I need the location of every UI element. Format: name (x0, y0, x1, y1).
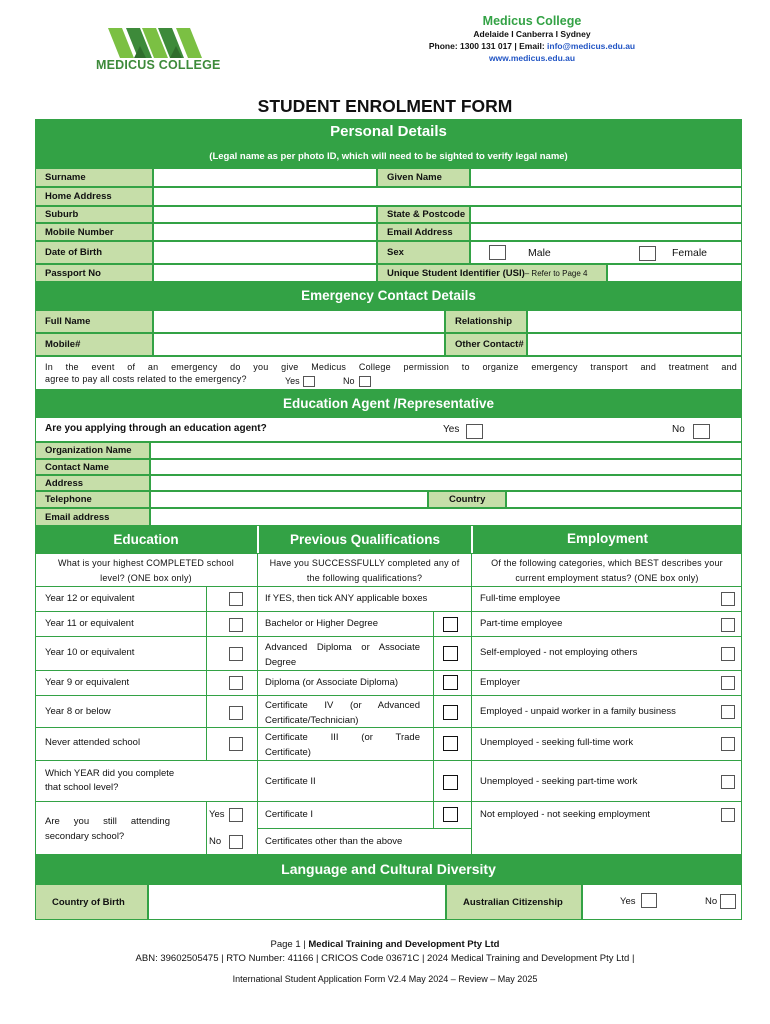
agent-question: Are you applying through an education agent? (45, 423, 267, 434)
telephone-label: Telephone (35, 491, 150, 508)
qual-bachelor: Bachelor or Higher Degree (265, 618, 379, 629)
attending-no-label: No (209, 836, 222, 847)
emp-seeking-full-time-checkbox[interactable] (721, 737, 735, 751)
qual-advanced-diploma-line2: Degree (265, 657, 297, 668)
emp-self-employed-checkbox[interactable] (721, 647, 735, 661)
passport-field[interactable] (153, 264, 377, 282)
consent-text-line2: agree to pay all costs related to the emergency? (45, 374, 247, 384)
employment-question-line1: Of the following categories, which BEST describes your (491, 558, 723, 568)
suburb-label: Suburb (35, 206, 153, 223)
usi-label (377, 264, 607, 282)
emp-unpaid-family: Employed - unpaid worker in a family business (480, 706, 676, 717)
education-question-line2: level? (ONE box only) (100, 573, 192, 583)
usi-reference: – Refer to Page 4 (524, 268, 588, 278)
qual-advanced-diploma-checkbox[interactable] (443, 646, 458, 661)
year-completed-line1: Which YEAR did you complete (45, 768, 175, 779)
contact-prefix: Phone: 1300 131 017 | Email: (428, 41, 548, 51)
college-name: Medicus College (482, 14, 582, 28)
still-attending-line1: Are you still attending (45, 816, 170, 827)
qualifications-box-divider (433, 611, 434, 828)
still-attending-question (45, 814, 170, 844)
education-box-divider (206, 586, 207, 761)
other-contact-field[interactable] (527, 333, 742, 356)
agent-yes-label: Yes (443, 424, 460, 435)
dob-label: Date of Birth (35, 241, 153, 264)
qual-cert-iii-line2: Certificate) (265, 747, 311, 758)
row-divider (35, 611, 742, 612)
qual-cert-iv-line2: Certificate/Technician) (265, 715, 359, 726)
employment-band (472, 526, 742, 553)
education-year10-checkbox[interactable] (229, 647, 243, 661)
email-link[interactable]: info@medicus.edu.au (547, 41, 636, 51)
qual-cert-iv-checkbox[interactable] (443, 705, 458, 720)
home-address-field[interactable] (153, 187, 742, 206)
personal-details-band (35, 119, 742, 146)
attending-no-checkbox[interactable] (229, 835, 243, 849)
education-item-year8: Year 8 or below (45, 706, 111, 717)
citizenship-yes-checkbox[interactable] (641, 893, 657, 908)
male-checkbox[interactable] (489, 245, 506, 260)
footer-version-line: International Student Application Form V2.4 May 2024 – Review – May 2025 (232, 974, 538, 984)
education-band (35, 526, 257, 553)
qual-cert-iv-line1: Certificate IV (or Advanced (265, 700, 420, 711)
employment-question-line2: current employment status? (ONE box only) (515, 573, 699, 583)
emp-part-time: Part-time employee (480, 618, 563, 629)
qual-cert-i: Certificate I (265, 809, 314, 820)
qualifications-question-line2: the following qualifications? (306, 573, 423, 583)
state-postcode-label: State & Postcode (377, 206, 470, 223)
qual-advanced-diploma (265, 640, 420, 670)
qual-cert-ii: Certificate II (265, 776, 316, 787)
male-label: Male (528, 247, 551, 259)
agent-band (35, 390, 742, 417)
footer-abn-line: ABN: 39602505475 | RTO Number: 41166 | CRICOS Code 03671C | 2024 Medical Training and Development Pty Ltd | (135, 953, 635, 964)
qual-bachelor-checkbox[interactable] (443, 617, 458, 632)
emp-unpaid-family-checkbox[interactable] (721, 705, 735, 719)
education-year12-checkbox[interactable] (229, 592, 243, 606)
dob-field[interactable] (153, 241, 377, 264)
qual-cert-iii-line1: Certificate III (or Trade (265, 732, 420, 743)
agent-heading: Education Agent /Representative (282, 396, 495, 411)
qual-diploma-checkbox[interactable] (443, 675, 458, 690)
emp-employer: Employer (480, 677, 521, 688)
mobile-number-label: Mobile Number (35, 223, 153, 241)
citizenship-no-label: No (705, 896, 718, 907)
college-contact-line (402, 40, 662, 52)
citizenship-options-cell (582, 884, 742, 920)
emp-full-time-checkbox[interactable] (721, 592, 735, 606)
form-title: STUDENT ENROLMENT FORM (257, 96, 513, 116)
website-link[interactable]: www.medicus.edu.au (488, 53, 576, 63)
year-completed-field[interactable] (207, 761, 257, 801)
email-address-label: Email Address (377, 223, 470, 241)
footer-page-line (0, 939, 770, 950)
qualifications-heading: Previous Qualifications (289, 532, 441, 547)
usi-text: Unique Student Identifier (USI) (387, 267, 525, 279)
education-never-checkbox[interactable] (229, 737, 243, 751)
relationship-field[interactable] (527, 310, 742, 333)
education-item-year9: Year 9 or equivalent (45, 677, 130, 688)
education-heading: Education (113, 532, 179, 547)
college-contact-block (402, 14, 662, 64)
consent-text-line1: In the event of an emergency do you give Medicus College permission to organize emergency transport and treatment and (45, 362, 737, 372)
qual-other: Certificates other than the above (265, 836, 403, 847)
education-year8-checkbox[interactable] (229, 706, 243, 720)
qualifications-question (258, 556, 471, 586)
education-item-year11: Year 11 or equivalent (45, 618, 134, 629)
row-divider (35, 695, 742, 696)
usi-field[interactable] (607, 264, 742, 282)
sex-label: Sex (377, 241, 470, 264)
education-box-divider (206, 801, 207, 855)
row-divider (35, 670, 742, 671)
qual-cert-ii-checkbox[interactable] (443, 775, 458, 790)
education-question (36, 556, 256, 586)
education-year9-checkbox[interactable] (229, 676, 243, 690)
agent-address-field[interactable] (150, 475, 742, 491)
emergency-band (35, 282, 742, 310)
other-contact-label: Other Contact# (445, 333, 527, 356)
citizenship-label: Australian Citizenship (446, 884, 582, 920)
country-label: Country (428, 491, 506, 508)
row-divider (35, 801, 742, 802)
state-postcode-field[interactable] (470, 206, 742, 223)
country-of-birth-label: Country of Birth (35, 884, 148, 920)
agent-address-label: Address (35, 475, 150, 491)
employment-heading: Employment (566, 531, 648, 546)
emp-part-time-checkbox[interactable] (721, 618, 735, 632)
citizenship-yes-label: Yes (620, 896, 636, 907)
emp-not-seeking-checkbox[interactable] (721, 808, 735, 822)
attending-yes-checkbox[interactable] (229, 808, 243, 822)
female-checkbox[interactable] (639, 246, 656, 261)
agent-yes-checkbox[interactable] (466, 424, 483, 439)
emergency-mobile-field[interactable] (153, 333, 445, 356)
emergency-full-name-field[interactable] (153, 310, 445, 333)
qual-cert-iv (265, 698, 420, 728)
qualifications-instruction: If YES, then tick ANY applicable boxes (265, 593, 428, 604)
personal-note-band (35, 146, 742, 168)
surname-field[interactable] (153, 168, 377, 187)
row-divider (35, 586, 742, 587)
education-item-year10: Year 10 or equivalent (45, 647, 135, 658)
emergency-full-name-label: Full Name (35, 310, 153, 333)
emp-seeking-part-time-checkbox[interactable] (721, 775, 735, 789)
emp-seeking-full-time: Unemployed - seeking full-time work (480, 737, 634, 748)
consent-no-label: No (343, 376, 355, 386)
passport-label: Passport No (35, 264, 153, 282)
qualifications-question-line1: Have you SUCCESSFULLY completed any of (269, 558, 460, 568)
page-number: Page 1 | (270, 939, 309, 950)
employment-question (472, 556, 742, 586)
education-item-year12: Year 12 or equivalent (45, 593, 135, 604)
country-of-birth-field[interactable] (148, 884, 446, 920)
qual-cert-i-checkbox[interactable] (443, 807, 458, 822)
citizenship-no-checkbox[interactable] (720, 894, 736, 909)
mobile-number-field[interactable] (153, 223, 377, 241)
logo-wordmark: MEDICUS COLLEGE (96, 58, 221, 72)
personal-details-heading: Personal Details (330, 123, 447, 140)
agent-no-label: No (672, 424, 685, 435)
emp-self-employed: Self-employed - not employing others (480, 647, 638, 658)
country-field[interactable] (506, 491, 742, 508)
qual-diploma: Diploma (or Associate Diploma) (265, 677, 399, 688)
still-attending-line2: secondary school? (45, 831, 125, 842)
consent-no-checkbox[interactable] (359, 376, 371, 387)
education-year11-checkbox[interactable] (229, 618, 243, 632)
telephone-field[interactable] (150, 491, 428, 508)
surname-label: Surname (35, 168, 153, 187)
female-label: Female (672, 247, 708, 259)
emergency-mobile-label: Mobile# (35, 333, 153, 356)
agent-email-field[interactable] (150, 508, 742, 526)
row-divider (257, 828, 472, 829)
row-divider (35, 760, 742, 761)
language-band (35, 855, 742, 884)
qualifications-band (258, 526, 471, 553)
emergency-heading: Emergency Contact Details (301, 288, 476, 303)
agent-no-checkbox[interactable] (693, 424, 710, 439)
qual-advanced-diploma-line1: Advanced Diploma or Associate (265, 642, 420, 653)
year-completed-line2: that school level? (45, 782, 119, 793)
emp-seeking-part-time: Unemployed - seeking part-time work (480, 776, 638, 787)
home-address-label: Home Address (35, 187, 153, 206)
org-name-label: Organization Name (35, 442, 150, 459)
contact-name-label: Contact Name (35, 459, 150, 475)
emp-full-time: Full-time employee (480, 593, 561, 604)
given-name-label: Given Name (377, 168, 470, 187)
company-name: Medical Training and Development Pty Ltd (308, 939, 500, 950)
consent-yes-label: Yes (285, 376, 300, 386)
org-name-field[interactable] (150, 442, 742, 459)
college-locations: Adelaide I Canberra I Sydney (473, 29, 591, 39)
email-address-field[interactable] (470, 223, 742, 241)
year-completed-question (45, 767, 174, 795)
row-divider (35, 636, 742, 637)
legal-name-note: (Legal name as per photo ID, which will need to be sighted to verify legal name) (209, 151, 568, 162)
education-item-never: Never attended school (45, 737, 141, 748)
attending-yes-label: Yes (209, 809, 225, 820)
qual-cert-iii-checkbox[interactable] (443, 736, 458, 751)
contact-name-field[interactable] (150, 459, 742, 475)
suburb-field[interactable] (153, 206, 377, 223)
consent-yes-checkbox[interactable] (303, 376, 315, 387)
given-name-field[interactable] (470, 168, 742, 187)
language-heading: Language and Cultural Diversity (281, 861, 496, 877)
emp-not-seeking: Not employed - not seeking employment (480, 809, 651, 820)
relationship-label: Relationship (445, 310, 527, 333)
education-question-line1: What is your highest COMPLETED school (58, 558, 234, 568)
qual-cert-iii (265, 730, 420, 760)
agent-email-label: Email address (35, 508, 150, 526)
emp-employer-checkbox[interactable] (721, 676, 735, 690)
